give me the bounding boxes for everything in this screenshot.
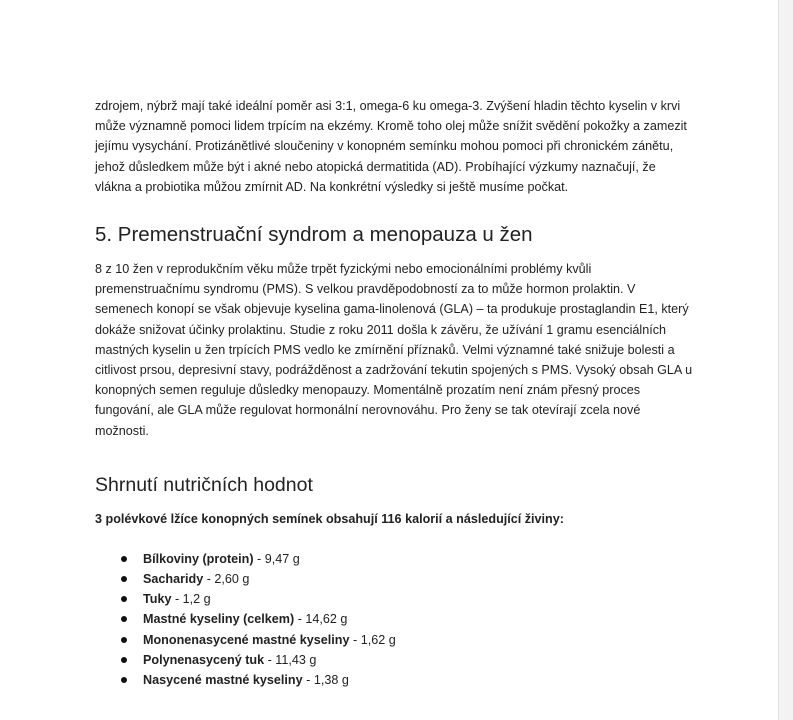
nutrient-value: 2,60 g [214, 572, 250, 587]
nutrient-item: Mononenasycené mastné kyseliny - 1,62 g [119, 630, 695, 650]
nutrient-item: Tuky - 1,2 g [119, 589, 695, 609]
nutrient-item: Mastné kyseliny (celkem) - 14,62 g [119, 609, 695, 629]
nutrient-name: Tuky [143, 592, 172, 607]
section-heading-pms: 5. Premenstruační syndrom a menopauza u žen [95, 223, 533, 247]
nutrient-name: Sacharidy [143, 572, 204, 587]
nutrient-item: Polynenasycený tuk - 11,43 g [119, 650, 695, 670]
nutrient-name: Mononenasycené mastné kyseliny [143, 632, 350, 647]
page-scroll-edge[interactable] [778, 0, 793, 720]
nutrient-value: 1,62 g [360, 632, 396, 647]
nutrient-value: 14,62 g [305, 612, 348, 627]
nutrient-name: Bílkoviny (protein) [143, 551, 254, 566]
nutrient-value: 1,38 g [313, 673, 349, 688]
nutrient-name: Nasycené mastné kyseliny [143, 673, 303, 688]
nutrient-list [95, 549, 695, 690]
bullet-icon [121, 616, 127, 622]
pms-paragraph: 8 z 10 žen v reprodukčním věku může trpět fyzickými nebo emocionálními problémy kvůli premenstruačnímu syndromu (PMS). S velkou pravděpodobností za to může hormon prolaktin. V semenech konopí se však objevuje kyselina gama-linolenová (GLA) – ta produkuje prostaglandin E1, který dokáže snižovat účinky prolaktinu. Studie z roku 2011 došla k závěru, že užívání 1 gramu esenciálních mastných kyselin u žen trpících PMS vedlo ke zmírnění příznaků. Velmi významné také snižuje bolesti a citlivost prsou, depresivní stavy, podrážděnost a zadržování tekutin spojených s PMS. Vysoký obsah GLA u konopných semen reguluje důsledky menopauzy. Momentálně prozatím není znám přesný proces fungování, ale GLA může regulovat hormonální nerovnováhu. Pro ženy se tak otevírají zcela nové možnosti. [95, 262, 693, 438]
nutrition-summary-heading: Shrnutí nutričních hodnot [95, 473, 313, 496]
bullet-icon [121, 596, 127, 602]
nutrient-value: 1,2 g [182, 592, 211, 607]
nutrient-name: Mastné kyseliny (celkem) [143, 612, 295, 627]
bullet-icon [121, 677, 127, 683]
bullet-icon [121, 576, 127, 582]
bullet-icon [121, 556, 127, 562]
nutrient-item: Sacharidy - 2,60 g [119, 569, 695, 589]
intro-paragraph: zdrojem, nýbrž mají také ideální poměr asi 3:1, omega-6 ku omega-3. Zvýšení hladin těchto kyselin v krvi může významně pomoci lidem trpícím na ekzémy. Kromě toho olej může snížit svědění pokožky a zamezit jejímu vysychání. Protizánětlivé sloučeniny v konopném semínku mohou pomoci při chronickém zánětu, jehož důsledkem může být i akné nebo atopická dermatitida (AD). Probíhající výzkumy naznačují, že vlákna a probiotika můžou zmírnit AD. Na konkrétní výsledky si ještě musíme počkat. [95, 99, 687, 194]
bullet-icon [121, 657, 127, 663]
nutrition-summary-lead: 3 polévkové lžíce konopných semínek obsahují 116 kalorií a následující živiny: [95, 511, 564, 526]
nutrient-name: Polynenasycený tuk [143, 652, 265, 667]
bullet-icon [121, 637, 127, 643]
nutrient-item: Nasycené mastné kyseliny - 1,38 g [119, 670, 695, 690]
nutrient-value: 11,43 g [275, 652, 317, 667]
article-body [95, 96, 695, 690]
nutrient-value: 9,47 g [264, 551, 300, 566]
nutrient-item: Bílkoviny (protein) - 9,47 g [119, 549, 695, 569]
